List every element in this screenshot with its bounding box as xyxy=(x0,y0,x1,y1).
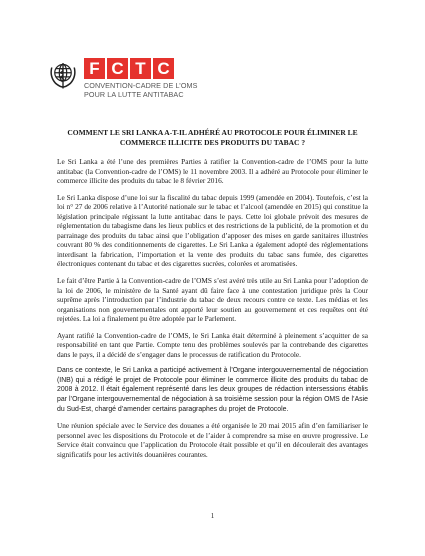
who-emblem-icon xyxy=(48,60,78,90)
paragraph-5: Dans ce contexte, le Sri Lanka a participé activement à l’Organe intergouvernemental de négociation (INB) qui a rédigé le projet de Protocole pour éliminer le commerce illicite des produits du tabac de 2008 à 2012. Il était également représenté dans les deux groupes de rédaction intersessions établis par l’Organe intergouvernemental de négociation à sa troisième session pour la région OMS de l’Asie du Sud-Est, chargé d’amender certains paragraphes du projet de Protocole. xyxy=(57,367,368,413)
fctc-letter-c: C xyxy=(107,58,128,79)
fctc-header xyxy=(48,58,198,108)
fctc-subtitle-line1: CONVENTION-CADRE DE L’OMS xyxy=(84,81,198,90)
document-title: COMMENT LE SRI LANKA A-T-IL ADHÉRÉ AU PROTOCOLE POUR ÉLIMINER LE COMMERCE ILLICITE DES PRODUITS DU TABAC ? xyxy=(67,128,358,147)
document-body xyxy=(57,128,368,466)
fctc-letter-f: F xyxy=(84,58,105,79)
paragraph-3: Le fait d’être Partie à la Convention-cadre de l’OMS s’est avéré très utile au Sri Lanka pour l’adoption de la loi de 2006, le ministère de la Santé ayant dû faire face à une contestation juridique près la Cour suprême après l’introduction par l’industrie du tabac de deux recours contre ce texte. Les médias et les organisations non gouvernementales ont apporté leur soutien au gouvernement et ces requêtes ont été rejetées. La loi a finalement pu être adoptée par le Parlement. xyxy=(57,276,368,324)
fctc-wordmark xyxy=(84,58,198,99)
fctc-subtitle-line2: POUR LA LUTTE ANTITABAC xyxy=(84,89,184,99)
fctc-letter-t: T xyxy=(130,58,151,79)
paragraph-4: Ayant ratifié la Convention-cadre de l’OMS, le Sri Lanka était déterminé à pleinement s’acquitter de sa responsabilité en tant que Partie. Compte tenu des problèmes soulevés par la contrebande des cigarettes dans le pays, il a décidé de s’engager dans le processus de ratification du Protocole. xyxy=(57,330,368,359)
fctc-subtitle xyxy=(84,82,198,99)
paragraph-6: Une réunion spéciale avec le Service des douanes a été organisée le 20 mai 2015 afin d’en familiariser le personnel avec les dispositions du Protocole et de l’aider à comprendre sa mise en œuvre progressive. Le Service était convaincu que l’application du Protocole était possible et qu’il en découlerait des avantages significatifs pour les activités douanières courantes. xyxy=(57,421,368,459)
fctc-letter-c2: C xyxy=(153,58,174,79)
page-number: 1 xyxy=(210,512,215,520)
fctc-logo xyxy=(84,58,198,79)
paragraph-1: Le Sri Lanka a été l’une des premières Parties à ratifier la Convention-cadre de l’OMS pour la lutte antitabac (la Convention-cadre de l’OMS) le 11 novembre 2003. Il a adhéré au Protocole pour éliminer le commerce illicite des produits du tabac le 8 février 2016. xyxy=(57,157,368,186)
paragraph-2: Le Sri Lanka dispose d’une loi sur la fiscalité du tabac depuis 1999 (amendée en 2004). Toutefois, c’est la loi n° 27 de 2006 relative à l’Autorité nationale sur le tabac et l’alcool (amendée en 2015) qui constitue la législation principale régissant la lutte antitabac dans le pays. Cette loi globale prévoit des mesures de réglementation du tabagisme dans les lieux publics et des restrictions de la publicité, de la promotion et du parrainage des produits du tabac ainsi que l’obligation d’apposer des mises en garde sanitaires illustrées couvrant 80 % des conditionnements de cigarettes. Le Sri Lanka a également adopté des réglementations interdisant la fabrication, l’importation et la vente des produits du tabac sans fumée, des cigarettes électroniques contenant du tabac et des cigarettes sucrées, colorées et aromatisées. xyxy=(57,192,368,269)
